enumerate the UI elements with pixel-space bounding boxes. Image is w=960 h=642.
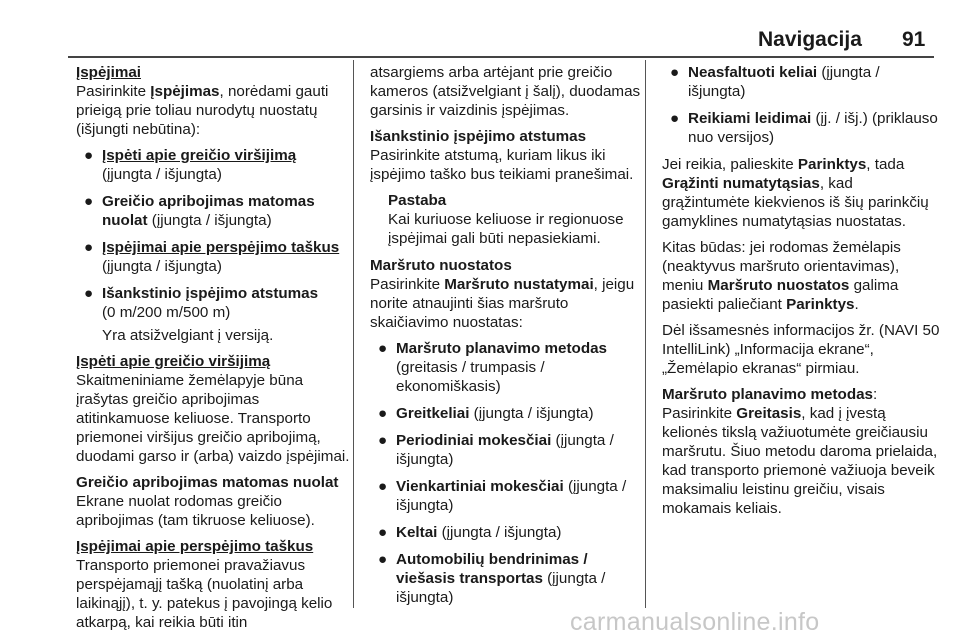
bullet-icon: ● [378,432,388,449]
page-number: 91 [902,28,926,51]
paragraph: Dėl išsamesnės informacijos žr. (NAVI 50 IntelliLink) „Informacija ekrane“, „Žemėlapio ekranas“ pirmiau. [662,322,940,377]
header-rule [68,56,934,58]
section-heading: Įspėti apie greičio viršijimą [76,353,271,370]
header-title: Navigacija [758,28,862,51]
list-item: ● Neasfaltuoti keliai (įjungta / išjungta) [670,64,880,100]
list-item: ● Automobilių bendrinimas / viešasis transportas (įjungta / išjungta) [378,551,606,606]
bullet-icon: ● [84,239,94,256]
list-item: ● Įspėti apie greičio viršijimą (įjungta / išjungta) [84,147,297,183]
watermark: carmanualsonline.info [570,608,820,636]
bullet-icon: ● [378,551,388,568]
bullet-icon: ● [670,64,680,81]
column-2 [370,63,648,615]
bullet-icon: ● [378,478,388,495]
paragraph: Pasirinkite atstumą, kuriam likus iki įspėjimo taško bus teikiami pranešimai. [370,147,634,183]
list-item: ● Išankstinio įspėjimo atstumas (0 m/200 m/500 m) [84,285,319,321]
bullet-icon: ● [378,340,388,357]
paragraph: Ekrane nuolat rodomas greičio apribojimas (tam tikruose keliuose). [76,493,315,529]
list-item: ● Greitkeliai (įjungta / išjungta) [378,405,594,422]
section-heading: Išankstinio įspėjimo atstumas [370,128,587,145]
note-box [370,191,648,248]
bullet-icon: ● [84,193,94,210]
section-heading: Greičio apribojimas matomas nuolat [76,474,339,491]
paragraph: Maršruto planavimo metodas: [662,386,878,403]
bullet-icon: ● [84,285,94,302]
section-heading: Įspėjimai [76,64,141,81]
bullet-icon: ● [84,147,94,164]
column-3 [662,63,940,518]
note-title: Pastaba [388,192,447,209]
version-note: Yra atsižvelgiant į versiją. [102,327,274,344]
bullet-icon: ● [670,110,680,127]
paragraph: Pasirinkite Įspėjimas, norėdami gauti prieigą prie toliau nurodytų nuostatų (išjungti nebūtina): [76,83,329,138]
paragraph: Transporto priemonei pravažiavus perspėjamąjį tašką (nuolatinį arba laikinąjį), t. y. patekus į pavojingą kelio atkarpą, kai reikia būti itin [76,557,333,631]
paragraph: Jei reikia, palieskite Parinktys, tada Grąžinti numatytąsias, kad grąžintumėte kiekvienos iš šių parinkčių gamyklines numatytąsias nuostatas. [662,156,929,230]
section-heading: Maršruto nuostatos [370,257,512,274]
section-heading: Maršruto planavimo metodas [662,386,873,403]
paragraph: Kitas būdas: jei rodomas žemėlapis (neaktyvus maršruto orientavimas), meniu Maršruto nuostatos galima pasiekti paliečiant Parinktys. [662,239,901,313]
list-item: ● Vienkartiniai mokesčiai (įjungta / išjungta) [378,478,627,514]
bullet-icon: ● [378,524,388,541]
list-item: ● Periodiniai mokesčiai (įjungta / išjungta) [378,432,614,468]
paragraph: Pasirinkite Greitasis, kad į įvestą kelionės tikslą važiuotumėte greičiausiu maršrutu. Šiuo metodu daroma prielaida, kad transporto priemonė važiuoja beveik maksimaliu leistinu greičiu, visais mokamais keliais. [662,405,938,517]
list-item: ● Įspėjimai apie perspėjimo taškus (įjungta / išjungta) [84,239,340,275]
note-text: Kai kuriuose keliuose ir regionuose įspėjimai gali būti nepasiekiami. [388,211,624,247]
list-item: ● Keltai (įjungta / išjungta) [378,524,562,541]
column-1 [76,63,354,632]
bullet-icon: ● [378,405,388,422]
list-item: ● Greičio apribojimas matomas nuolat (įjungta / išjungta) [84,193,315,229]
paragraph: Skaitmeniniame žemėlapyje būna įrašytas greičio apribojimas atitinkamuose keliuose. Transporto priemonei viršijus greičio apribojimą, duodami garso ir (arba) vaizdo įspėjimai. [76,372,350,465]
list-item: ● Reikiami leidimai (įj. / išj.) (priklauso nuo versijos) [670,110,938,146]
paragraph: atsargiems arba artėjant prie greičio kameros (atsižvelgiant į šalį), duodamas garsinis ir vaizdinis įspėjimas. [370,64,641,119]
section-heading: Įspėjimai apie perspėjimo taškus [76,538,314,555]
list-item: ● Maršruto planavimo metodas (greitasis / trumpasis / ekonomiškasis) [378,340,607,395]
paragraph: Pasirinkite Maršruto nustatymai, jeigu norite atnaujinti šias maršruto skaičiavimo nuostatas: [370,276,635,331]
